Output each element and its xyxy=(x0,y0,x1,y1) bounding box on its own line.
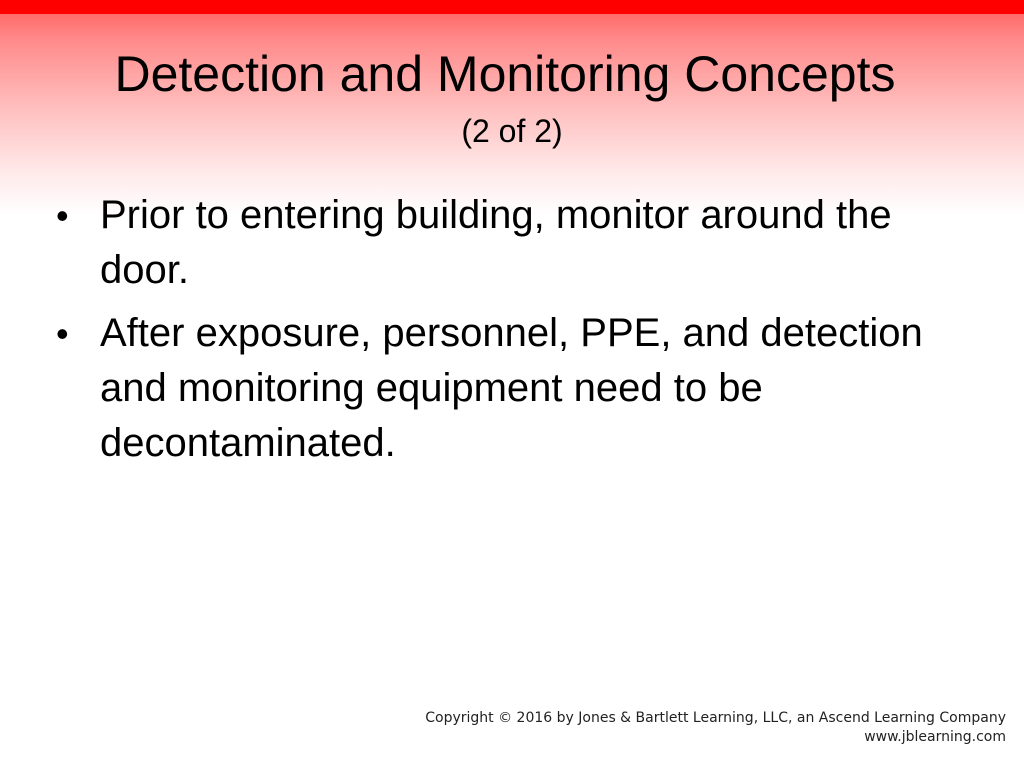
bullet-text: After exposure, personnel, PPE, and detection and monitoring equipment need to be decontaminated. xyxy=(100,311,923,465)
bullet-item xyxy=(56,306,976,471)
copyright-footer xyxy=(425,709,1006,747)
bullet-icon: • xyxy=(56,195,69,236)
bullet-icon: • xyxy=(56,313,69,354)
bullet-text: Prior to entering building, monitor around the door. xyxy=(100,193,892,292)
slide-subtitle: (2 of 2) xyxy=(461,113,563,149)
slide-title: Detection and Monitoring Concepts xyxy=(114,46,896,102)
top-accent-bar xyxy=(0,0,1024,14)
bullet-item xyxy=(56,188,976,298)
bullet-list xyxy=(56,188,976,479)
copyright-text: Copyright © 2016 by Jones & Bartlett Learning, LLC, an Ascend Learning Company xyxy=(425,710,1006,726)
website-text: www.jblearning.com xyxy=(864,729,1006,745)
